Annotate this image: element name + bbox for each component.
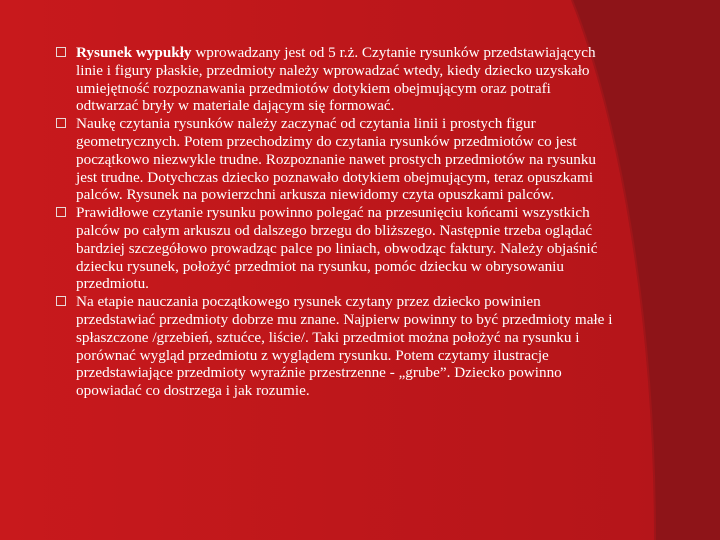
square-bullet-icon [56,207,66,217]
bullet-text [76,293,616,400]
bullet-body-text: Na etapie nauczania początkowego rysunek czytany przez dziecko powinien przedstawiać przedmioty dobrze mu znane. Najpierw powinny to być przedmioty małe i spłaszczone /grzebień, sztućce, liście/. Taki przedmiot można położyć na rysunku i porównać wygląd przedmiotu z wyglądem rysunku. Potem czytamy ilustracje przedstawiające przedmioty wyraźnie przestrzenne - „grube”. Dziecko powinno opowiadać co dostrzega i jak rozumie. [76,293,613,400]
bullet-text [76,204,616,293]
bullet-body-text: wprowadzany jest od 5 r.ż. Czytanie rysunków przedstawiających linie i figury płaskie, przedmioty należy wprowadzać wtedy, kiedy dziecko uzyskało umiejętność rozpoznawania przedmiotów dotykiem obejmującym oraz potrafi odtwarzać bryły w materiale dającym się formować. [76,44,596,115]
square-bullet-icon [56,296,66,306]
bullet-list [56,44,616,400]
bullet-text [76,44,616,115]
bullet-body-text: Prawidłowe czytanie rysunku powinno polegać na przesunięciu końcami wszystkich palców po całym arkuszu od dalszego brzegu do bliższego. Następnie trzeba oglądać bardziej szczegółowo prowadząc palce po liniach, obwodząc faktury. Należy objaśnić dziecku rysunek, położyć przedmiot na rysunku, pomóc dziecku w obrysowaniu przedmiotu. [76,204,598,293]
square-bullet-icon [56,118,66,128]
square-bullet-icon [56,47,66,57]
bullet-item [56,44,616,115]
bullet-text [76,115,616,204]
slide-content [56,44,616,400]
bullet-body-text: Naukę czytania rysunków należy zaczynać od czytania linii i prostych figur geometrycznych. Potem przechodzimy do czytania rysunków przedmiotów co jest początkowo niezwykle trudne. Rozpoznanie nawet prostych przedmiotów na rysunku jest trudne. Dotychczas dziecko poznawało dotykiem obejmującym, teraz opuszkami palców. Rysunek na powierzchni arkusza niewidomy czyta opuszkami palców. [76,115,597,204]
bullet-item [56,293,616,400]
bullet-item [56,115,616,204]
bullet-bold-text: Rysunek wypukły [76,44,192,61]
bullet-item [56,204,616,293]
